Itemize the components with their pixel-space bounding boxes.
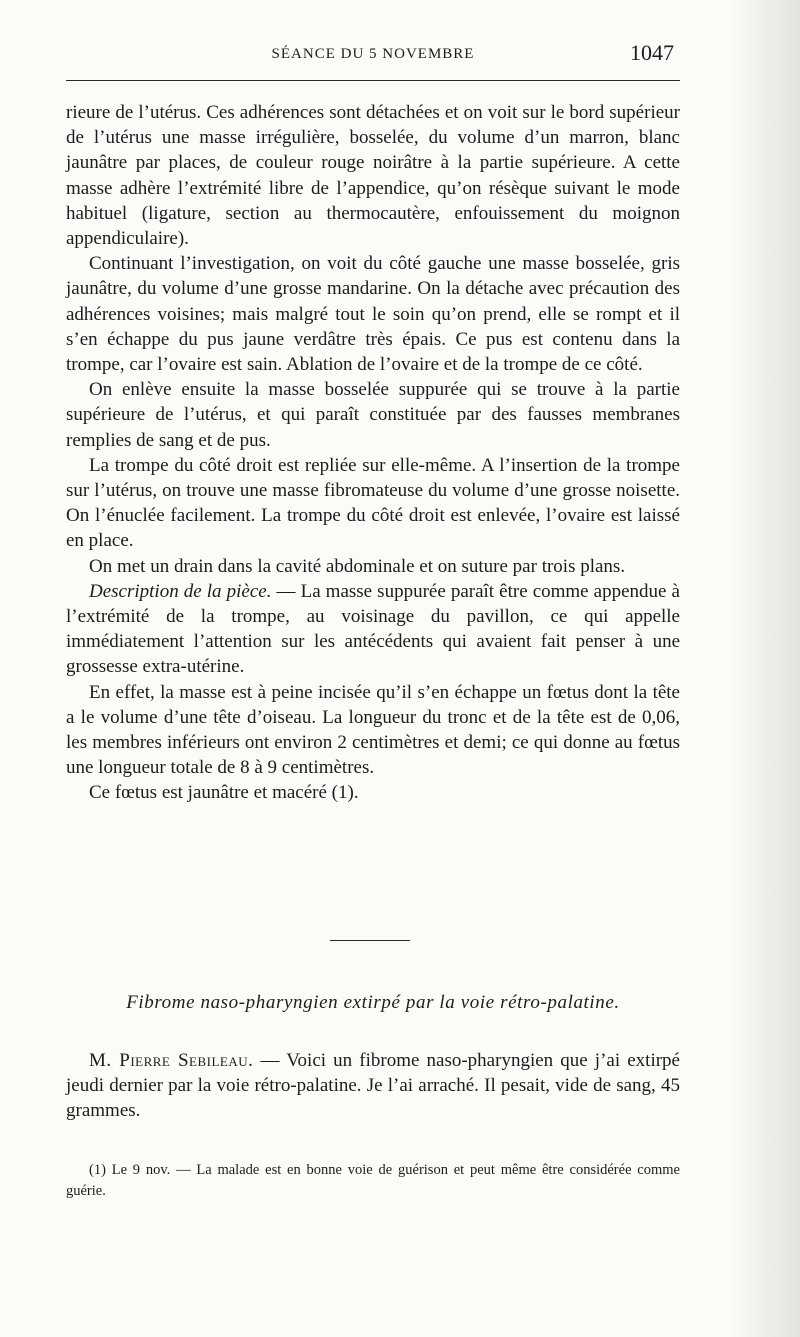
section-separator <box>330 940 410 941</box>
description-text: — La masse suppurée paraît être comme appendue à l’extrémité de la trompe, au voisinage du pavillon, ce qui appelle immédiatement l’attention sur les antécédents qui avaient fait penser à une grossesse extra-utérine. <box>66 580 680 678</box>
description-label: Description de la pièce. <box>89 580 272 602</box>
body-text <box>66 100 680 806</box>
page-edge-shadow <box>730 0 800 1337</box>
footnote <box>66 1160 680 1202</box>
paragraph: Ce fœtus est jaunâtre et macéré (1). <box>89 782 359 804</box>
description-paragraph <box>66 579 680 680</box>
footnote-text: (1) Le 9 nov. — La malade est en bonne voie de guérison et peut même être considérée comme guérie. <box>66 1162 680 1199</box>
section-title: Fibrome naso-pharyngien extirpé par la voie rétro-palatine. <box>126 992 620 1013</box>
paragraph: La trompe du côté droit est repliée sur elle-même. A l’insertion de la trompe sur l’utérus, on trouve une masse fibromateuse du volume d’une grosse noisette. On l’énuclée facilement. La trompe du côté droit est enlevée, l’ovaire est laissé en place. <box>66 454 680 552</box>
speech-text: — Voici un fibrome naso-pharyngien que j’ai extirpé jeudi dernier par la voie rétro-palatine. Je l’ai arraché. Il pesait, vide de sang, 45 grammes. <box>66 1050 680 1122</box>
paragraph: On met un drain dans la cavité abdominale et on suture par trois plans. <box>89 555 626 577</box>
speech-block <box>66 1048 680 1124</box>
page-header <box>66 40 680 70</box>
paragraph: Continuant l’investigation, on voit du côté gauche une masse bosselée, gris jaunâtre, du volume d’une grosse mandarine. On la détache avec précaution des adhérences voisines; mais malgré tout le soin qu’on prend, elle se rompt et il s’en échappe du pus jaune verdâtre très épais. Ce pus est contenu dans la trompe, car l’ovaire est sain. Ablation de l’ovaire et de la trompe de ce côté. <box>66 253 680 376</box>
running-head: SÉANCE DU 5 NOVEMBRE <box>271 46 475 62</box>
speech-paragraph <box>66 1048 680 1124</box>
paragraph: En effet, la masse est à peine incisée qu’il s’en échappe un fœtus dont la tête a le volume d’une tête d’oiseau. La longueur du tronc et de la tête est de 0,06, les membres inférieurs ont environ 2 centimètres et demi; ce qui donne au fœtus une longueur totale de 8 à 9 centimètres. <box>66 681 680 779</box>
paragraph: rieure de l’utérus. Ces adhérences sont détachées et on voit sur le bord supérieur de l’utérus une masse irrégulière, bosselée, du volume d’un marron, blanc jaunâtre par places, de couleur rouge noirâtre à la partie supérieure. A cette masse adhère l’extrémité libre de l’appendice, qu’on résèque suivant le mode habituel (ligature, section au thermocautère, enfouissement du moignon appendiculaire). <box>66 102 680 250</box>
speaker-name: M. Pierre Sebileau. <box>89 1050 254 1071</box>
header-rule <box>66 80 680 81</box>
paragraph: On enlève ensuite la masse bosselée suppurée qui se trouve à la partie supérieure de l’utérus, et qui paraît constituée par des fausses membranes remplies de sang et de pus. <box>66 379 680 451</box>
page-number: 1047 <box>630 40 674 65</box>
